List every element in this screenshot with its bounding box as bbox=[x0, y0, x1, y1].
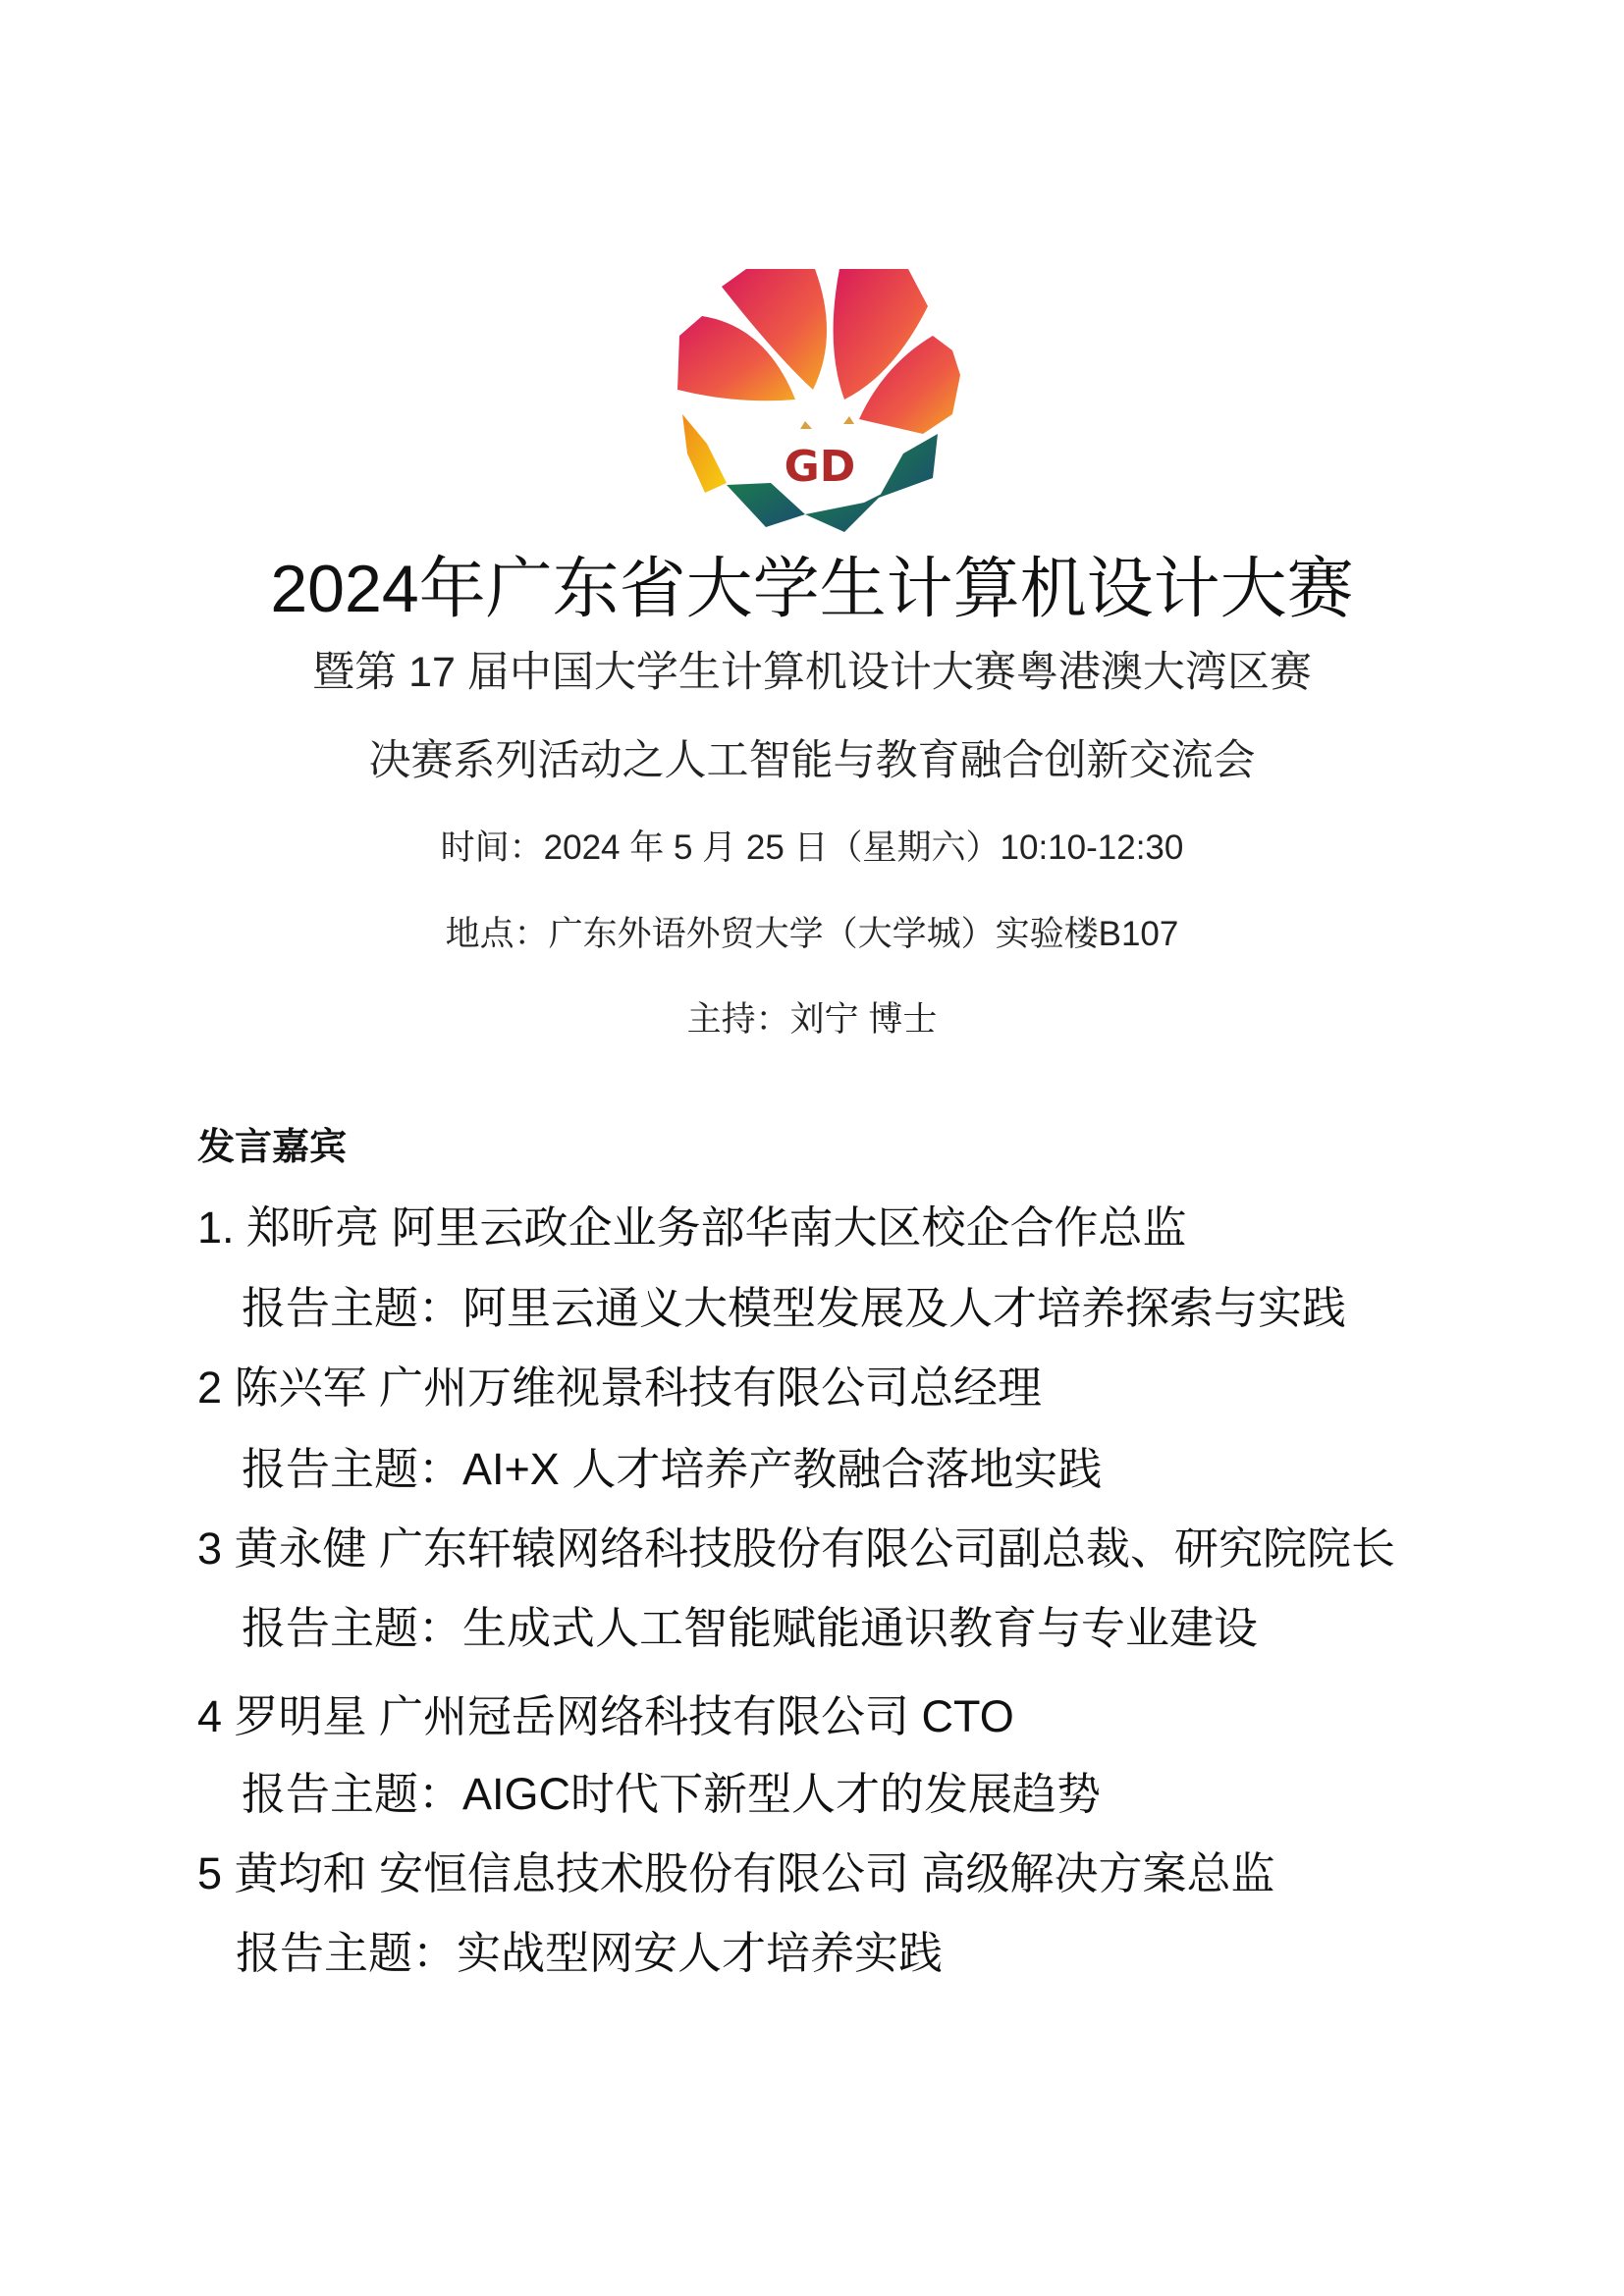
event-host: 主持：刘宁 博士 bbox=[686, 1000, 938, 1039]
speaker-5-topic: 报告主题：实战型网安人才培养实践 bbox=[236, 1928, 944, 1978]
speaker-2: 2 陈兴军 广州万维视景科技有限公司总经理 bbox=[197, 1362, 1043, 1413]
speaker-2-topic: 报告主题：AI+X 人才培养产教融合落地实践 bbox=[242, 1444, 1103, 1494]
event-location: 地点：广东外语外贸大学（大学城）实验楼B107 bbox=[445, 915, 1179, 953]
subtitle-event: 决赛系列活动之人工智能与教育融合创新交流会 bbox=[368, 737, 1256, 784]
speaker-5: 5 黄均和 安恒信息技术股份有限公司 高级解决方案总监 bbox=[197, 1848, 1275, 1898]
speaker-3-topic: 报告主题：生成式人工智能赋能通识教育与专业建设 bbox=[242, 1603, 1259, 1653]
speaker-4: 4 罗明星 广州冠岳网络科技有限公司 CTO bbox=[197, 1691, 1014, 1741]
speaker-1: 1. 郑昕亮 阿里云政企业务部华南大区校企合作总监 bbox=[197, 1202, 1187, 1253]
gd-logo bbox=[668, 257, 962, 532]
speaker-4-topic: 报告主题：AIGC时代下新型人才的发展趋势 bbox=[242, 1769, 1102, 1819]
svg-text:GD: GD bbox=[784, 442, 856, 492]
event-time: 时间：2024 年 5 月 25 日（星期六）10:10-12:30 bbox=[440, 828, 1184, 867]
speaker-3: 3 黄永健 广东轩辕网络科技股份有限公司副总裁、研究院院长 bbox=[197, 1523, 1396, 1574]
page-title: 2024年广东省大学生计算机设计大赛 bbox=[270, 552, 1354, 626]
speaker-1-topic: 报告主题：阿里云通义大模型发展及人才培养探索与实践 bbox=[242, 1283, 1347, 1333]
subtitle-competition: 暨第 17 届中国大学生计算机设计大赛粤港澳大湾区赛 bbox=[312, 649, 1312, 696]
speakers-heading: 发言嘉宾 bbox=[197, 1127, 348, 1168]
